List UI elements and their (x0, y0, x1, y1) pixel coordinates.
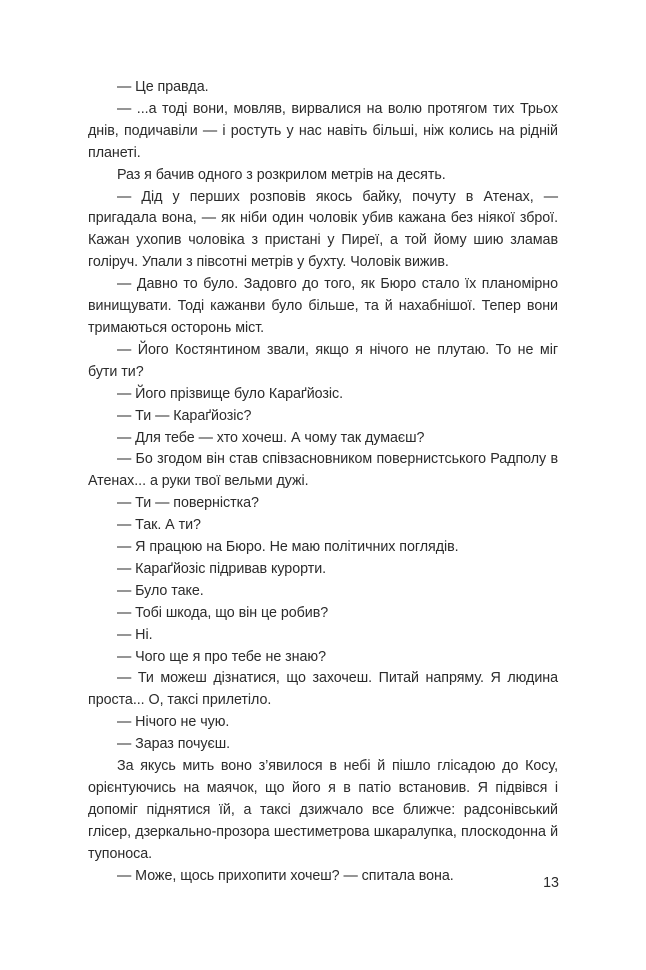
paragraph: — Караґйозіс підривав курорти. (117, 560, 327, 577)
paragraph: — Зараз почуєш. (117, 736, 231, 753)
paragraph: — Бо згодом він став співзасновником повернистського Радполу в Атенах... а руки твої вельми дужі. (88, 451, 558, 490)
paragraph: — Його Костянтином звали, якщо я нічого не плутаю. То не міг бути ти? (88, 341, 558, 380)
paragraph: — Ти — Караґйозіс? (117, 407, 252, 424)
paragraph: — Нічого не чую. (117, 714, 230, 731)
paragraph: — Дід у перших розповів якось байку, почуту в Атенах, — пригадала вона, — як ніби один чоловік убив кажана без ніякої зброї. Кажан ухопив чоловіка з пристані у Пиреї, а той йому шию зламав голіруч. Упали з півсотні метрів у бухту. Чоловік вижив. (88, 188, 558, 271)
paragraph: Раз я бачив одного з розкрилом метрів на десять. (117, 166, 446, 183)
paragraph: — Так. А ти? (117, 517, 201, 534)
paragraph: — Давно то було. Задовго до того, як Бюро стало їх планомірно винищувати. Тоді кажанви було більше, та й нахабнішої. Тепер вони тримаються осторонь міст. (88, 276, 558, 336)
paragraph: — Тобі шкода, що він це робив? (117, 604, 329, 621)
paragraph: — Це правда. (117, 79, 209, 95)
paragraph: — Ти можеш дізнатися, що захочеш. Питай напряму. Я людина проста... О, таксі прилетіло. (88, 670, 558, 709)
paragraph: — Для тебе — хто хочеш. А чому так думаєш? (117, 429, 425, 446)
paragraph: — Може, щось прихопити хочеш? — спитала вона. (117, 867, 454, 884)
paragraph: — Його прізвище було Караґйозіс. (117, 385, 344, 402)
paragraph: — ...а тоді вони, мовляв, вирвалися на волю протягом тих Трьох днів, подичавіли — і ростуть у нас навіть більші, ніж колись на рідній планеті. (88, 100, 558, 161)
page-body-text (88, 77, 558, 888)
page-number: 13 (543, 875, 559, 891)
paragraph: — Я працюю на Бюро. Не маю політичних поглядів. (117, 539, 459, 556)
paragraph: — Ти — поверністка? (117, 495, 259, 512)
paragraph: За якусь мить воно з’явилося в небі й пішло глісадою до Косу, орієнтуючись на маячок, що його я в патіо встановив. Я підвівся і допоміг піднятися їй, а таксі дзижчало все ближче: радсонівський глісер, дзеркально-прозора шестиметрова шкаралупка, плоскодонна й тупоноса. (88, 758, 558, 862)
paragraph: — Ні. (117, 626, 153, 643)
paragraph: — Чого ще я про тебе не знаю? (117, 648, 327, 665)
paragraph: — Було таке. (117, 582, 204, 599)
